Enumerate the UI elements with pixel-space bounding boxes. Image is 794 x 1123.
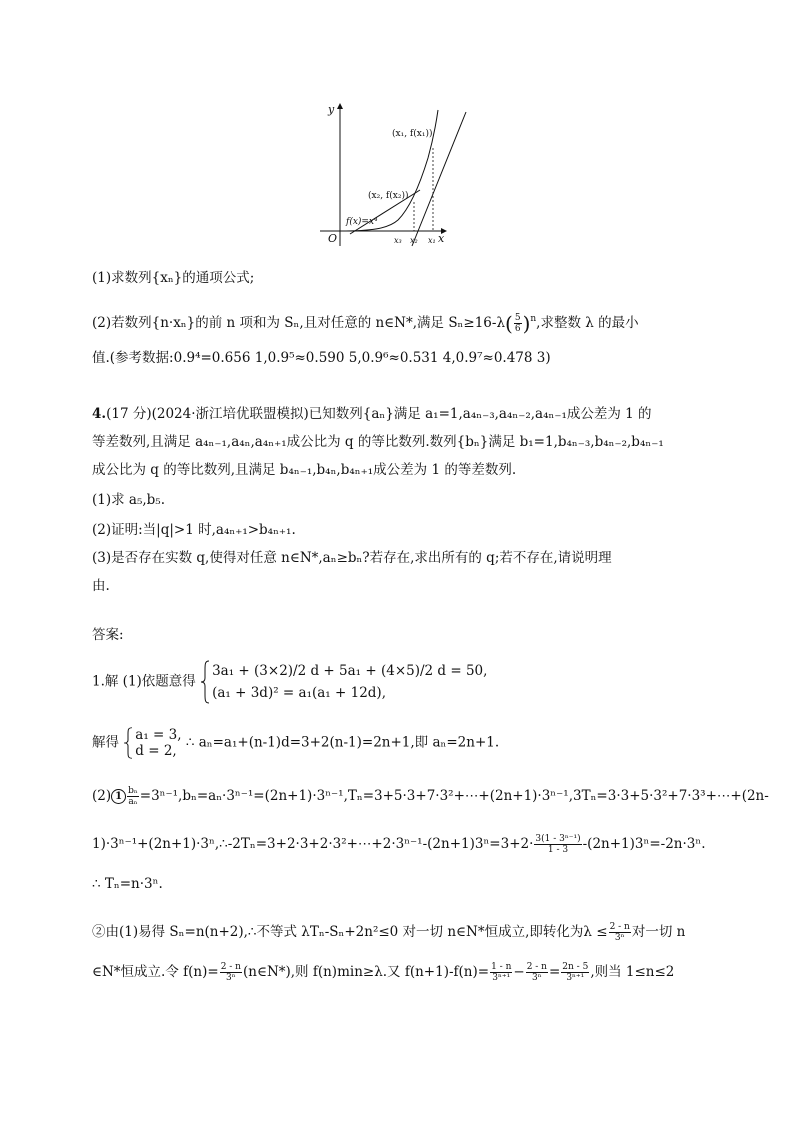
part2-frac-num: bₙ <box>128 786 138 796</box>
origin-label: O <box>328 232 338 245</box>
x-axis-label: x <box>438 232 445 245</box>
solve-tail: ∴ aₙ=a₁+(n-1)d=3+2(n-1)=2n+1,即 aₙ=2n+1. <box>185 734 500 751</box>
solve-lead: 解得 <box>92 734 119 751</box>
brace-icon <box>200 660 210 704</box>
q3-part2-line2: 值.(参考数据:0.9⁴=0.656 1,0.9⁵≈0.590 5,0.9⁶≈0.531 4,0.9⁷≈0.478 3) <box>92 350 551 366</box>
circled-one-icon: 1 <box>111 789 126 804</box>
part3-line1 <box>92 922 685 943</box>
part3-fraction-2 <box>220 962 242 983</box>
tick-x2: x₂ <box>410 236 418 245</box>
system1-eq2: (a₁ + 3d)² = a₁(a₁ + 12d), <box>212 685 386 701</box>
q4-part1: (1)求 a₅,b₅. <box>92 492 166 508</box>
part2-label: (2) <box>92 788 112 804</box>
point1-label: (x₁, f(x₁)) <box>392 129 433 139</box>
part3-fraction-1 <box>609 922 631 943</box>
tangent-figure <box>300 98 480 250</box>
part2-line1-text: =3ⁿ⁻¹,bₙ=aₙ·3ⁿ⁻¹=(2n+1)·3ⁿ⁻¹,Tₙ=3+5·3+7·3²+⋯+(2n+1)·3ⁿ⁻¹,3Tₙ=3·3+5·3²+7·3³+⋯+(2n- <box>139 788 769 804</box>
part2-line2-a: 1)·3ⁿ⁻¹+(2n+1)·3ⁿ,∴-2Tₙ=3+2·3+2·3²+⋯+2·3ⁿ⁻¹-(2n+1)3ⁿ=3+2· <box>92 836 534 852</box>
part3-frac5-den: 3ⁿ⁺¹ <box>566 973 585 983</box>
part3-frac5-num: 2n - 5 <box>562 962 589 972</box>
part3-line1-b: 对一切 n <box>631 924 686 940</box>
q4-line1-text: (17 分)(2024·浙江培优联盟模拟)已知数列{aₙ}满足 a₁=1,a₄ₙ₋₃,a₄ₙ₋₂,a₄ₙ₋₁成公差为 1 的 <box>106 406 652 422</box>
part3-eq: = <box>548 964 561 980</box>
part3-minus: − <box>513 964 525 980</box>
part2-line2-b: -(2n+1)3ⁿ=-2n·3ⁿ. <box>582 836 706 852</box>
paren-close: ) <box>522 311 531 336</box>
part2-line3: ∴ Tₙ=n·3ⁿ. <box>92 876 163 892</box>
brace-icon <box>123 727 133 759</box>
part3-frac1-den: 3ⁿ <box>614 933 625 943</box>
q3-fraction <box>514 313 522 334</box>
q3-part2-line1 <box>92 309 639 334</box>
answers-heading: 答案: <box>92 627 124 643</box>
part3-frac3-num: 1 - n <box>491 962 512 972</box>
part2-fraction <box>127 786 139 807</box>
part2-line2-fraction <box>534 834 581 855</box>
part3-frac3-den: 3ⁿ⁺¹ <box>492 973 511 983</box>
part3-line2-b: (n∈N*),则 f(n)min≥λ.又 f(n+1)-f(n)= <box>242 964 490 980</box>
q4-number: 4. <box>92 406 107 422</box>
part3-line2-a: ∈N*恒成立.令 f(n)= <box>92 964 219 980</box>
q4-part2: (2)证明:当|q|>1 时,a₄ₙ₊₁>b₄ₙ₊₁. <box>92 522 296 538</box>
point2-label: (x₂, f(x₂)) <box>368 191 409 201</box>
q3-part2-text-b: ,求整数 λ 的最小 <box>536 315 639 331</box>
q4-line1 <box>92 404 652 424</box>
q3-frac-num: 5 <box>514 313 521 323</box>
equation-system-1 <box>200 660 487 704</box>
part3-frac2-num: 2 - n <box>220 962 241 972</box>
q4-line2: 等差数列,且满足 a₄ₙ₋₁,a₄ₙ,a₄ₙ₊₁成公比为 q 的等比数列.数列{bₙ}满足 b₁=1,b₄ₙ₋₃,b₄ₙ₋₂,b₄ₙ₋₁ <box>92 434 664 450</box>
q3-part1: (1)求数列{xₙ}的通项公式; <box>92 270 255 286</box>
q4-part3: (3)是否存在实数 q,使得对任意 n∈N*,aₙ≥bₙ?若存在,求出所有的 q;若不存在,请说明理 <box>92 550 612 566</box>
answer1-system <box>92 660 487 704</box>
tick-x3: x₃ <box>394 236 402 245</box>
system2-eq1: a₁ = 3, <box>135 727 182 743</box>
part2-line2-frac-den: 1 - 3 <box>547 845 569 855</box>
part3-frac4-den: 3ⁿ <box>532 973 542 983</box>
part3-fraction-3 <box>490 962 512 983</box>
part3-fraction-5 <box>561 962 589 983</box>
part3-line2 <box>92 962 674 983</box>
system1-eq1: 3a₁ + (3×2)/2 d + 5a₁ + (4×5)/2 d = 50, <box>212 663 488 679</box>
part3-line2-c: ,则当 1≤n≤2 <box>590 964 675 980</box>
q4-line3: 成公比为 q 的等比数列,且满足 b₄ₙ₋₁,b₄ₙ,b₄ₙ₊₁成公差为 1 的等差数列. <box>92 462 517 478</box>
q4-part3-cont: 由. <box>92 578 110 594</box>
answer1-lead: 1.解 (1)依题意得 <box>92 673 196 690</box>
answer1-solve <box>92 727 499 759</box>
paren-open: ( <box>505 311 513 336</box>
part3-frac1-num: 2 - n <box>609 922 630 932</box>
equation-system-2 <box>123 727 181 759</box>
y-axis-label: y <box>328 103 335 116</box>
part3-frac2-den: 3ⁿ <box>226 973 236 983</box>
q3-frac-den: 6 <box>514 324 521 334</box>
system2-eq2: d = 2, <box>135 743 177 759</box>
part3-fraction-4 <box>526 962 548 983</box>
part3-frac4-num: 2 - n <box>526 962 547 972</box>
part2-line1 <box>92 786 769 807</box>
q3-exponent: n <box>530 314 537 324</box>
part3-line1-a: ②由(1)易得 Sₙ=n(n+2),∴不等式 λTₙ-Sₙ+2n²≤0 对一切 n∈N*恒成立,即转化为λ ≤ <box>92 924 608 940</box>
q3-part2-text-a: (2)若数列{n·xₙ}的前 n 项和为 Sₙ,且对任意的 n∈N*,满足 Sₙ≥16-λ <box>92 315 506 331</box>
tick-x1: x₁ <box>428 236 436 245</box>
part2-frac-den: aₙ <box>128 797 138 807</box>
part2-line2 <box>92 834 706 855</box>
figure-svg <box>300 98 480 250</box>
curve-label: f(x)=x⁴ <box>346 217 378 227</box>
part2-line2-frac-num: 3(1 - 3ⁿ⁻¹) <box>535 834 581 844</box>
